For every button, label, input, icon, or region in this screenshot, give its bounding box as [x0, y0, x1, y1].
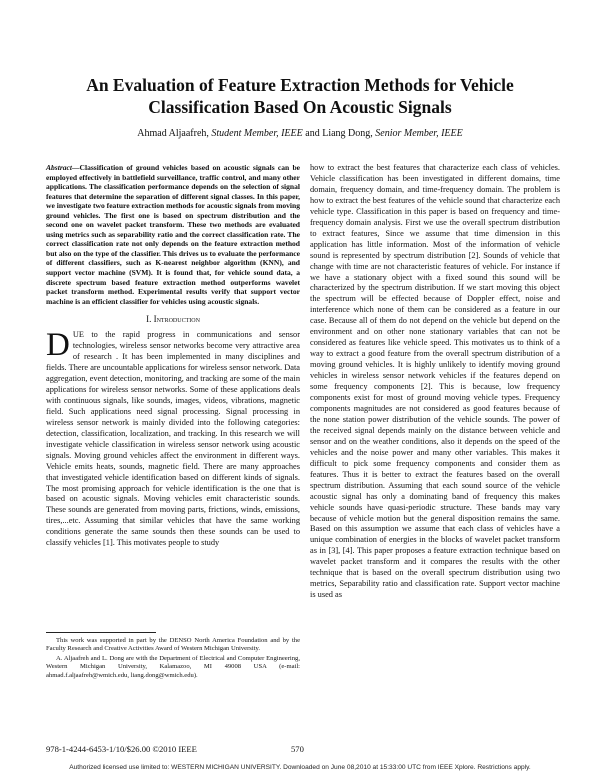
title-line-1: An Evaluation of Feature Extraction Methods for Vehicle: [86, 75, 514, 95]
right-column-text: how to extract the best features that characterize each class of vehicles. Vehicle classification has been investigated in different domains, time domain, frequency domain, and time-frequency domain. The problem is how to extract the best features of the vehicle sound that characterize each vehicle type. Classification in this paper is based on frequency and time-frequency domain analysis. First we use the overall spectrum distribution to extract features, Since we assume that time dimension in this application has little information. Most of the information of vehicle sound is represented by spectrum distribution [2]. Sounds of vehicle that change with time are not characteristic features of vehicle. For instance if we have a stationary object with a fixed sound this sound will be characterized by the spectrum distribution. If we start moving this object the spectrum will be effected because of Doppler effect, noise and interference which none of them can be considered as a feature in our case. Because all of them do not depend on the vehicle but depend on the environment and on other none stationary variables that can not be considered as features like vehicle speed. This motivates us to think of a way to extract a good feature from the overall spectrum distribution of a moving ground vehicles. It is highly unlikely to identify moving ground vehicles in wireless sensor network vehicles if the features depend on some frequency components [2]. This is because, low frequency components exist for most of ground moving vehicle types. Frequency components magnitudes are not considered as good features because of the none station power distribution of the vehicle sounds. The power of the received signal depends mainly on the distance between vehicle and sensor and on the weather conditions, also it depends on the speed of the vehicles and the noise power and many other variables. This makes it difficult to pick some frequency components and consider them as features. Thus it is better to extract the features based on the overall spectrum distribution. Assuming that each sound source of the vehicle acoustic signal has only a dominating band of frequency this makes vehicle sounds have quasi-periodic structure. These bands may vary because of vehicle motion but the general disposition remains the same. Based on this assumption we assume that each class of vehicles have a unique combination of energies in the blocks of wavelet packet transform as in [3], [4]. This paper proposes a feature extraction technique based on wavelet packet transform and it compares the results with the other technique that is based on the overall spectrum distribution using two metrics, Separability ratio and classification rate. Support vector machine is used as: [310, 163, 560, 600]
author-line: [40, 128, 560, 139]
author-1-name: Ahmad Aljaafreh,: [137, 128, 209, 139]
right-column: [310, 163, 560, 601]
author-2-name: Liang Dong,: [322, 128, 373, 139]
page-number: 570: [291, 744, 304, 754]
footnote-support: This work was supported in part by the DENSO North America Foundation and by the Faculty Research and Creative Activities Award of Western Michigan University.: [46, 637, 300, 653]
license-notice: Authorized licensed use limited to: WESTERN MICHIGAN UNIVERSITY. Downloaded on June 08,2010 at 15:33:00 UTC from IEEE Xplore. Restrictions apply.: [69, 764, 531, 771]
drop-cap: D: [46, 327, 70, 364]
left-column: [46, 163, 300, 549]
title-line-2: Classification Based On Acoustic Signals: [148, 97, 452, 117]
author-joiner: and: [305, 128, 320, 139]
section-heading: I. Introduction: [146, 314, 200, 325]
author-2-role: Senior Member, IEEE: [375, 128, 463, 139]
abstract-text: —Classification of ground vehicles based on acoustic signals can be employed effectively in battlefield surveillance, traffic control, and many other applications. The classification performance depends on the selection of signal features that determine the separation of different signal classes. In this paper, we investigate two feature extraction methods for acoustic signals from moving ground vehicles. The first one is based on spectrum distribution and the second one on wavelet packet transform. These two methods are evaluated using metrics such as separability ratio and the correct classification rate. The correct classification rate not only depends on the feature extraction method but also on the type of the classifier. This drives us to evaluate the performance of different classifiers, such as K-nearest neighbor algorithm (KNN), and support vector machine (SVM). It is found that, for vehicle sound data, a discrete spectrum based feature extraction method outperforms wavelet packet transform method. Experimental results verify that support vector machine is an efficient classifier for vehicles using acoustic signals.: [46, 163, 300, 306]
intro-caps-word: UE: [72, 330, 84, 340]
isbn-line: 978-1-4244-6453-1/10/$26.00 ©2010 IEEE: [46, 744, 197, 754]
paper-title: [40, 74, 560, 118]
footnote-affiliation: A. Aljaafreh and L. Dong are with the Department of Electrical and Computer Engineering, Western Michigan University, Kalamazoo, MI 49008 USA (e-mail: ahmad.f.aljaafreh@wmich.edu, liang.dong@wmich.edu).: [46, 654, 300, 679]
intro-paragraph: [46, 327, 300, 549]
footnote: [46, 637, 300, 681]
abstract: [46, 163, 300, 306]
abstract-lead: Abstract: [46, 163, 72, 172]
author-1-role: Student Member, IEEE: [211, 128, 303, 139]
footnote-rule: [46, 632, 156, 633]
intro-text: to the rapid progress in communications and sensor technologies, wireless sensor networks become very attractive area of research . It has been implemented in many disciplines and fields. There are uncountable applications for wireless sensor network. Data aggregation, event detection, monitoring, and tracking are some of the main applications for wireless sensor networks. Some of these applications deals with continuous signals, like sounds, images, videos, vibrations, magnetic field. Such applications need signal processing. Signal processing in wireless sensor network is mainly divided into the following categories: detection, classification, localization, and tracking. In this research we will investigate vehicle classification in wireless sensor network using acoustic signals. Moving ground vehicles affect the environment in different ways. Vehicle emits heats, sounds, magnetic field. There are many approaches that investigated vehicle identification based on different kinds of signals. The most promising approach for vehicle identification is the one that is based on acoustic signals. Moving vehicles emit characteristic sounds. These sounds are generated from moving parts, frictions, winds, emissions, tires,...etc. Assuming that similar vehicles that have the same working conditions generate the same sounds then these sounds can be used to classify vehicles [1]. This motivates people to study: [46, 330, 300, 548]
